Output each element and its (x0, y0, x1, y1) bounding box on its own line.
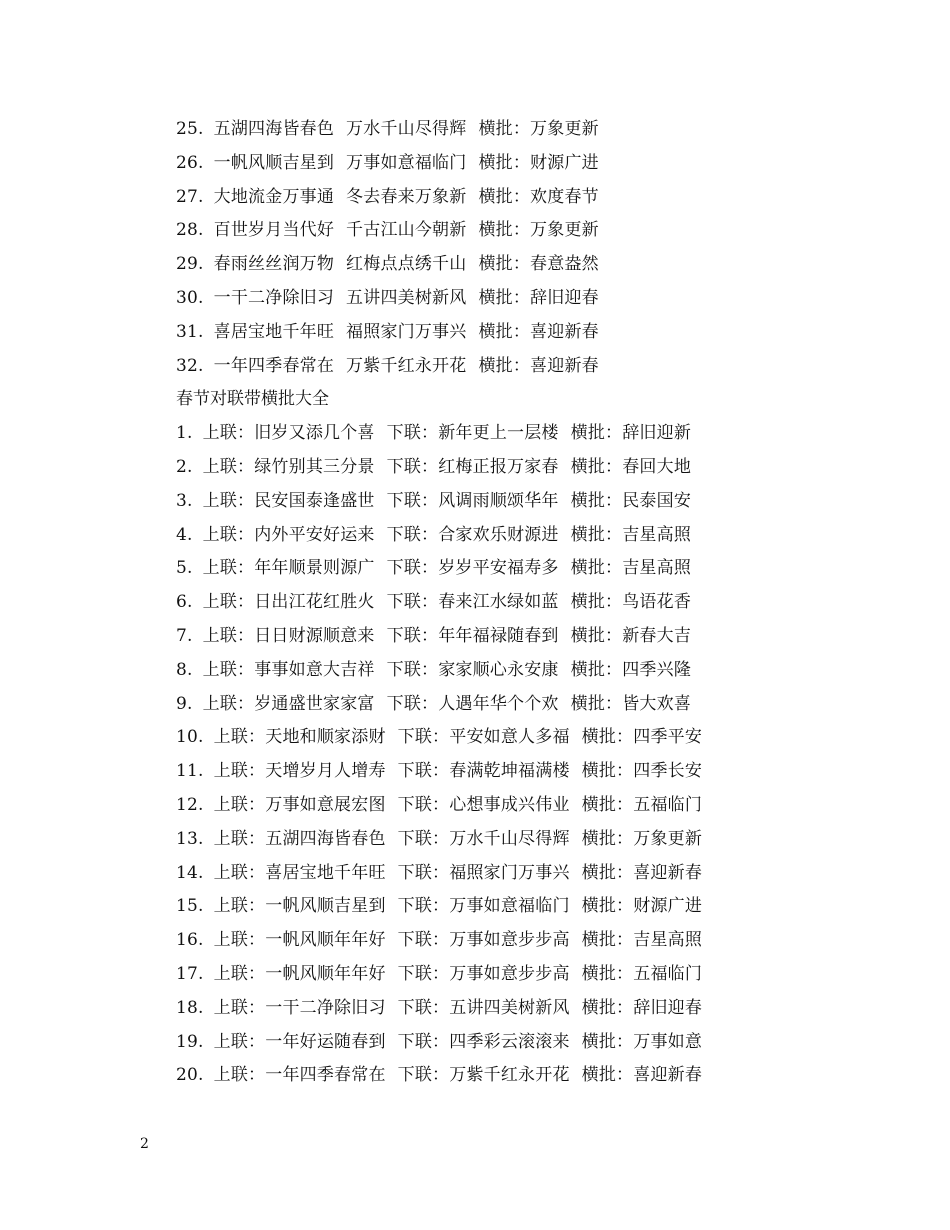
item-number: 6. (176, 592, 193, 613)
horizontal-scroll: 横批：万象更新 (478, 220, 599, 241)
upper-couplet: 上联：一干二净除旧习 (213, 997, 386, 1018)
couplet-line (176, 113, 876, 147)
horizontal-scroll: 横批：喜迎新春 (581, 1065, 703, 1086)
lower-couplet: 下联：人遇年华个个欢 (386, 693, 559, 714)
upper-couplet: 上联：事事如意大吉祥 (202, 659, 375, 680)
section-heading: 春节对联带横批大全 (176, 389, 329, 410)
lower-couplet: 下联：风调雨顺颂华年 (386, 490, 559, 511)
item-number: 5. (176, 558, 193, 579)
couplet-line (176, 282, 876, 316)
item-number: 1. (176, 423, 193, 444)
upper-couplet: 一帆风顺吉星到 (213, 152, 335, 173)
upper-couplet: 上联：绿竹别其三分景 (202, 456, 375, 477)
upper-couplet: 上联：岁通盛世家家富 (202, 693, 375, 714)
lower-couplet: 下联：五讲四美树新风 (397, 997, 570, 1018)
horizontal-scroll: 横批：新春大吉 (570, 625, 692, 646)
couplet-line (176, 958, 876, 992)
horizontal-scroll: 横批：喜迎新春 (478, 321, 599, 342)
document-body (176, 113, 876, 1093)
horizontal-scroll: 横批：财源广进 (581, 896, 703, 917)
upper-couplet: 上联：日出江花红胜火 (202, 592, 375, 613)
horizontal-scroll: 横批：皆大欢喜 (570, 693, 692, 714)
upper-couplet: 上联：万事如意展宏图 (213, 794, 386, 815)
lower-couplet: 下联：万事如意步步高 (397, 930, 570, 951)
item-number: 8. (176, 659, 193, 680)
couplet-line (176, 451, 876, 485)
lower-couplet: 下联：万事如意福临门 (397, 896, 570, 917)
upper-couplet: 上联：一年好运随春到 (213, 1031, 386, 1052)
upper-couplet: 一干二净除旧习 (213, 287, 335, 308)
couplet-list-continued (176, 113, 876, 383)
upper-couplet: 上联：一帆风顺吉星到 (213, 896, 386, 917)
horizontal-scroll: 横批：吉星高照 (581, 930, 703, 951)
item-number: 15. (176, 896, 204, 917)
couplet-line (176, 181, 876, 215)
couplet-line (176, 316, 876, 350)
upper-couplet: 一年四季春常在 (213, 355, 335, 376)
lower-couplet: 下联：心想事成兴伟业 (397, 794, 570, 815)
item-number: 26. (176, 152, 204, 173)
page-number: 2 (140, 1136, 149, 1152)
upper-couplet: 上联：旧岁又添几个喜 (202, 423, 375, 444)
couplet-list-with-labels (176, 417, 876, 1093)
upper-couplet: 五湖四海皆春色 (213, 119, 335, 139)
couplet-line (176, 485, 876, 519)
upper-couplet: 上联：一年四季春常在 (213, 1065, 386, 1086)
lower-couplet: 下联：红梅正报万家春 (386, 456, 559, 477)
item-number: 11. (176, 761, 204, 782)
couplet-line (176, 924, 876, 958)
horizontal-scroll: 横批：喜迎新春 (478, 355, 599, 376)
couplet-line (176, 1026, 876, 1060)
couplet-line (176, 992, 876, 1026)
item-number: 29. (176, 254, 204, 275)
horizontal-scroll: 横批：四季兴隆 (570, 659, 692, 680)
couplet-line (176, 350, 876, 384)
horizontal-scroll: 横批：万象更新 (478, 119, 599, 139)
horizontal-scroll: 横批：民泰国安 (570, 490, 692, 511)
horizontal-scroll: 横批：辞旧迎新 (570, 423, 692, 444)
horizontal-scroll: 横批：吉星高照 (570, 524, 692, 545)
item-number: 13. (176, 828, 204, 849)
upper-couplet: 上联：一帆风顺年年好 (213, 930, 386, 951)
item-number: 16. (176, 930, 204, 951)
item-number: 14. (176, 862, 204, 883)
horizontal-scroll: 横批：喜迎新春 (581, 862, 703, 883)
lower-couplet: 下联：春来江水绿如蓝 (386, 592, 559, 613)
lower-couplet: 下联：平安如意人多福 (397, 727, 570, 748)
upper-couplet: 上联：天增岁月人增寿 (213, 761, 386, 782)
horizontal-scroll: 横批：万象更新 (581, 828, 703, 849)
horizontal-scroll: 横批：春回大地 (570, 456, 692, 477)
couplet-line (176, 586, 876, 620)
couplet-line (176, 417, 876, 451)
horizontal-scroll: 横批：鸟语花香 (570, 592, 692, 613)
couplet-line (176, 248, 876, 282)
lower-couplet: 万紫千红永开花 (346, 355, 467, 376)
item-number: 7. (176, 625, 193, 646)
item-number: 4. (176, 524, 193, 545)
upper-couplet: 大地流金万事通 (213, 186, 335, 207)
item-number: 10. (176, 727, 204, 748)
lower-couplet: 下联：家家顺心永安康 (386, 659, 559, 680)
couplet-line (176, 620, 876, 654)
lower-couplet: 冬去春来万象新 (346, 186, 467, 207)
upper-couplet: 春雨丝丝润万物 (213, 254, 335, 275)
upper-couplet: 上联：一帆风顺年年好 (213, 963, 386, 984)
item-number: 20. (176, 1065, 204, 1086)
item-number: 28. (176, 220, 204, 241)
horizontal-scroll: 横批：春意盎然 (478, 254, 599, 275)
lower-couplet: 下联：万事如意步步高 (397, 963, 570, 984)
couplet-line (176, 552, 876, 586)
couplet-line (176, 890, 876, 924)
item-number: 32. (176, 355, 204, 376)
item-number: 25. (176, 119, 204, 139)
item-number: 19. (176, 1031, 204, 1052)
item-number: 12. (176, 794, 204, 815)
couplet-line (176, 755, 876, 789)
lower-couplet: 下联：四季彩云滚滚来 (397, 1031, 570, 1052)
horizontal-scroll: 横批：五福临门 (581, 963, 703, 984)
upper-couplet: 上联：年年顺景则源广 (202, 558, 375, 579)
couplet-line (176, 688, 876, 722)
item-number: 17. (176, 963, 204, 984)
lower-couplet: 下联：岁岁平安福寿多 (386, 558, 559, 579)
couplet-line (176, 519, 876, 553)
horizontal-scroll: 横批：四季长安 (581, 761, 703, 782)
upper-couplet: 上联：民安国泰逢盛世 (202, 490, 375, 511)
lower-couplet: 下联：福照家门万事兴 (397, 862, 570, 883)
item-number: 2. (176, 456, 193, 477)
item-number: 3. (176, 490, 193, 511)
horizontal-scroll: 横批：辞旧迎春 (581, 997, 703, 1018)
lower-couplet: 福照家门万事兴 (346, 321, 467, 342)
lower-couplet: 下联：万水千山尽得辉 (397, 828, 570, 849)
lower-couplet: 红梅点点绣千山 (346, 254, 467, 275)
lower-couplet: 下联：春满乾坤福满楼 (397, 761, 570, 782)
horizontal-scroll: 横批：四季平安 (581, 727, 703, 748)
lower-couplet: 五讲四美树新风 (346, 287, 467, 308)
horizontal-scroll: 横批：辞旧迎春 (478, 287, 599, 308)
couplet-line (176, 789, 876, 823)
upper-couplet: 上联：天地和顺家添财 (213, 727, 386, 748)
lower-couplet: 千古江山今朝新 (346, 220, 467, 241)
item-number: 30. (176, 287, 204, 308)
horizontal-scroll: 横批：欢度春节 (478, 186, 599, 207)
upper-couplet: 上联：喜居宝地千年旺 (213, 862, 386, 883)
couplet-line (176, 857, 876, 891)
lower-couplet: 下联：年年福禄随春到 (386, 625, 559, 646)
couplet-line (176, 1059, 876, 1093)
lower-couplet: 下联：万紫千红永开花 (397, 1065, 570, 1086)
couplet-line (176, 654, 876, 688)
upper-couplet: 喜居宝地千年旺 (213, 321, 335, 342)
horizontal-scroll: 横批：万事如意 (581, 1031, 703, 1052)
horizontal-scroll: 横批：吉星高照 (570, 558, 692, 579)
upper-couplet: 上联：内外平安好运来 (202, 524, 375, 545)
item-number: 27. (176, 186, 204, 207)
item-number: 31. (176, 321, 204, 342)
lower-couplet: 万事如意福临门 (346, 152, 467, 173)
lower-couplet: 下联：合家欢乐财源进 (386, 524, 559, 545)
item-number: 9. (176, 693, 193, 714)
upper-couplet: 上联：日日财源顺意来 (202, 625, 375, 646)
couplet-line (176, 721, 876, 755)
couplet-line (176, 147, 876, 181)
couplet-line (176, 214, 876, 248)
item-number: 18. (176, 997, 204, 1018)
upper-couplet: 上联：五湖四海皆春色 (213, 828, 386, 849)
horizontal-scroll: 横批：五福临门 (581, 794, 703, 815)
couplet-line (176, 823, 876, 857)
upper-couplet: 百世岁月当代好 (213, 220, 335, 241)
horizontal-scroll: 横批：财源广进 (478, 152, 599, 173)
lower-couplet: 下联：新年更上一层楼 (386, 423, 559, 444)
lower-couplet: 万水千山尽得辉 (346, 119, 467, 139)
